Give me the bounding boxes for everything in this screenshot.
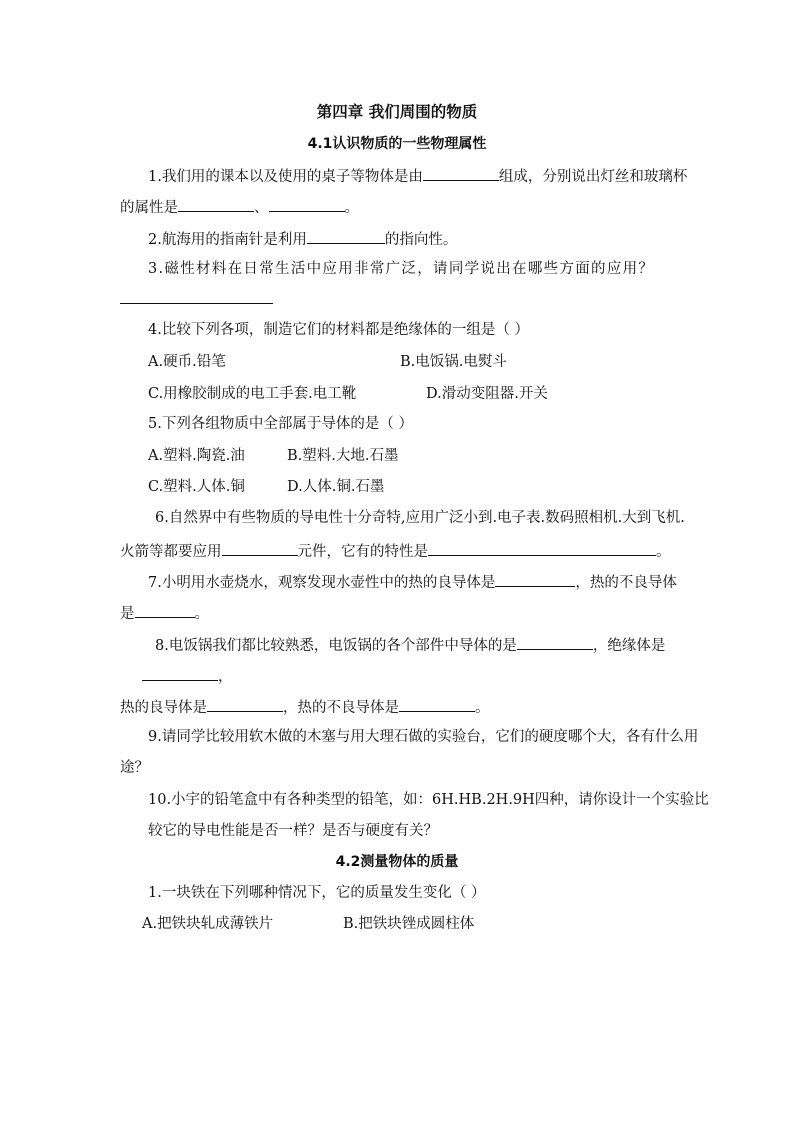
question-4-stem: 4.比较下列各项，制造它们的材料都是绝缘体的一组是（ ） <box>148 322 529 338</box>
q7-text-d: 。 <box>194 606 209 622</box>
q8-blank-heat-poor[interactable] <box>399 696 475 712</box>
question-10-line-2: 较它的导电性能是否一样？是否与硬度有关？ <box>148 823 438 839</box>
q8-text-d: 热的良导体是 <box>120 700 207 716</box>
q1-text-a: 1.我们用的课本以及使用的桌子等物体是由 <box>148 169 423 185</box>
q3-answer-blank[interactable] <box>120 288 273 304</box>
q8-text-b: ，绝缘体是 <box>592 638 666 654</box>
question-1-line-2 <box>120 196 359 218</box>
q7-text-c: 是 <box>120 606 135 622</box>
q5-option-c[interactable]: C.塑料.人体.铜 <box>148 479 245 495</box>
q6-text-d: 。 <box>656 544 671 560</box>
question-3: 3.磁性材料在日常生活中应用非常广泛，请同学说出在哪些方面的应用？ <box>148 261 655 277</box>
question-10-line-1: 10.小宇的铅笔盒中有各种类型的铅笔，如：6H.HB.2H.9H四种，请你设计一个实验比 <box>148 792 709 808</box>
q2-text-a: 2.航海用的指南针是利用 <box>148 232 307 248</box>
q4-option-c[interactable]: C.用橡胶制成的电工手套.电工靴 <box>148 386 357 402</box>
q1-text-e: 。 <box>344 200 359 216</box>
q6-text-c: 元件，它有的特性是 <box>297 544 428 560</box>
q4-option-a[interactable]: A.硬币.铅笔 <box>148 354 226 370</box>
question-6-line-1: 6.自然界中有些物质的导电性十分奇特,应用广泛小到.电子表.数码照相机.大到飞机. <box>155 510 685 526</box>
q1-blank-glass[interactable] <box>269 196 345 212</box>
question-8-line-1 <box>155 634 665 656</box>
q5-option-b[interactable]: B.塑料.大地.石墨 <box>287 448 399 464</box>
chapter-title: 第四章 我们周围的物质 <box>316 103 478 121</box>
question-5-stem: 5.下列各组物质中全部属于导体的是（ ） <box>148 416 413 432</box>
q8-text-f: 。 <box>475 700 490 716</box>
q8-text-a: 8.电饭锅我们都比较熟悉，电饭锅的各个部件中导体的是 <box>155 638 517 654</box>
section-title-4-1: 4.1认识物质的一些物理属性 <box>307 136 487 152</box>
q8-blank-conductor[interactable] <box>517 634 593 650</box>
question-2 <box>148 228 457 250</box>
q8-blank-heat-good[interactable] <box>207 696 283 712</box>
question-8-line-3 <box>120 696 490 718</box>
question-7-line-2 <box>120 602 209 624</box>
question-9-line-1: 9.请同学比较用软木做的木塞与用大理石做的实验台，它们的硬度哪个大，各有什么用 <box>148 729 699 745</box>
s2q1-option-b[interactable]: B.把铁块锉成圆柱体 <box>343 916 475 932</box>
q6-text-b: 火箭等都要应用 <box>120 544 222 560</box>
q6-blank-component[interactable] <box>222 540 298 556</box>
question-9-line-2: 途？ <box>120 760 149 776</box>
section2-question-1-stem: 1.一块铁在下列哪种情况下，它的质量发生变化（ ） <box>148 885 486 901</box>
q8-blank-insulator[interactable] <box>142 665 218 681</box>
q1-blank-composition[interactable] <box>423 165 499 181</box>
q7-blank-poor-conductor[interactable] <box>135 602 195 618</box>
question-8-line-2 <box>142 665 233 687</box>
q1-blank-filament[interactable] <box>178 196 254 212</box>
q7-blank-good-conductor[interactable] <box>495 571 575 587</box>
q1-text-b: 组成，分别说出灯丝和玻璃杯 <box>498 169 688 185</box>
q7-text-b: ，热的不良导体 <box>575 575 677 591</box>
q5-option-a[interactable]: A.塑料.陶瓷.油 <box>148 448 245 464</box>
q1-text-d: 、 <box>254 200 269 216</box>
question-1-line-1 <box>148 165 687 187</box>
q2-blank[interactable] <box>307 228 385 244</box>
q7-text-a: 7.小明用水壶烧水，观察发现水壶性中的热的良导体是 <box>148 575 496 591</box>
q4-option-d[interactable]: D.滑动变阻器.开关 <box>426 386 548 402</box>
q4-option-b[interactable]: B.电饭锅.电熨斗 <box>400 354 507 370</box>
question-7-line-1 <box>148 571 677 593</box>
q5-option-d[interactable]: D.人体.铜.石墨 <box>287 479 385 495</box>
section-title-4-2: 4.2测量物体的质量 <box>335 854 459 870</box>
s2q1-option-a[interactable]: A.把铁块轧成薄铁片 <box>142 916 274 932</box>
question-6-line-2 <box>120 540 671 562</box>
q1-text-c: 的属性是 <box>120 200 178 216</box>
q2-text-b: 的指向性。 <box>384 232 458 248</box>
q8-text-e: ，热的不良导体是 <box>283 700 399 716</box>
q8-text-c: ， <box>218 669 233 685</box>
q6-blank-property[interactable] <box>428 540 656 556</box>
